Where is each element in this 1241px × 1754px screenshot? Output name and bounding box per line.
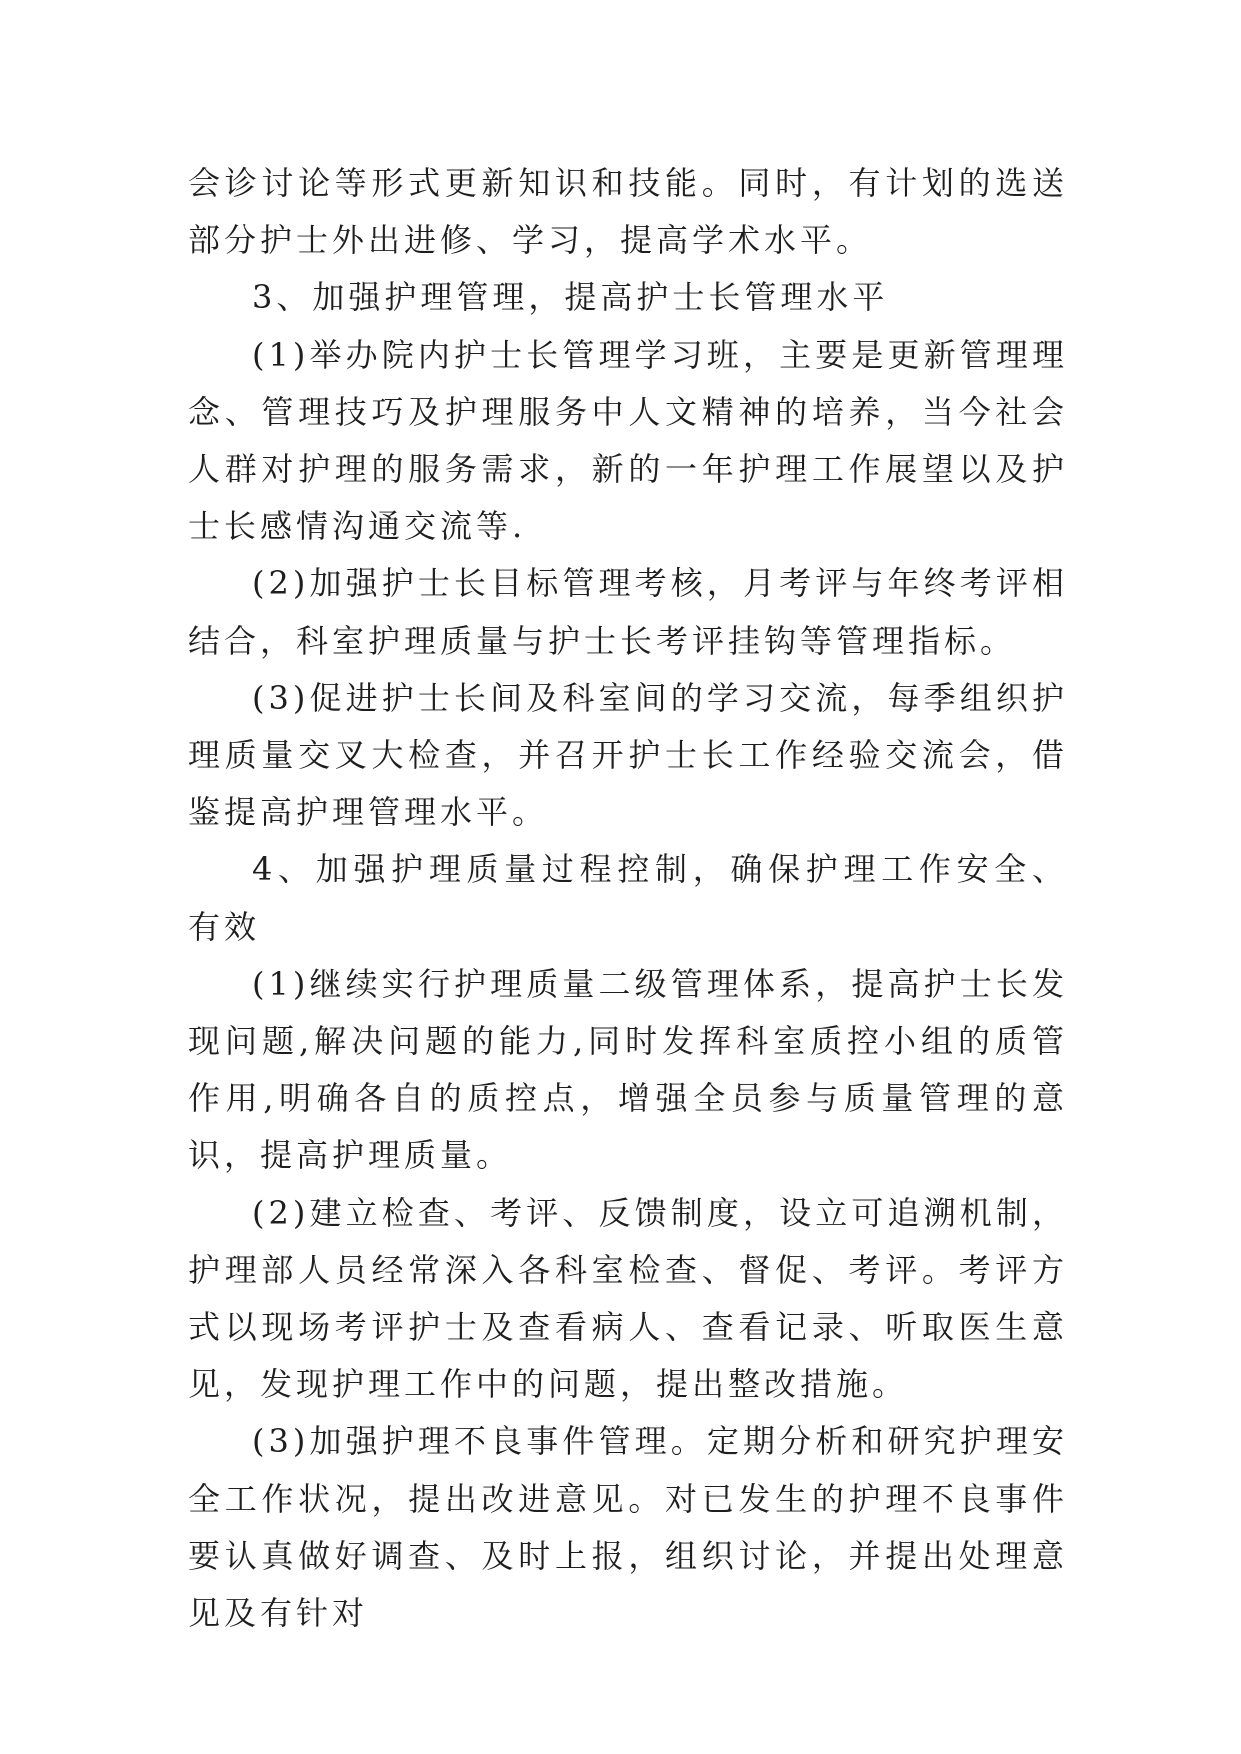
document-body [188,155,1068,1642]
paragraph-3-2: (2)加强护士长目标管理考核，月考评与年终考评相结合，科室护理质量与护士长考评挂钩等管理指标。 [188,564,1068,660]
paragraph-3-3: (3)促进护士长间及科室间的学习交流，每季组织护理质量交叉大检查，并召开护士长工作经验交流会，借鉴提高护理管理水平。 [188,678,1068,832]
paragraph-4-3: (3)加强护理不良事件管理。定期分析和研究护理安全工作状况，提出改进意见。对已发生的护理不良事件要认真做好调查、及时上报，组织讨论，并提出处理意见及有针对 [188,1422,1068,1633]
paragraph-4-1: (1)继续实行护理质量二级管理体系，提高护士长发现问题,解决问题的能力,同时发挥科室质控小组的质管作用,明确各自的质控点，增强全员参与质量管理的意识，提高护理质量。 [188,964,1068,1175]
paragraph-4-2: (2)建立检查、考评、反馈制度，设立可追溯机制，护理部人员经常深入各科室检查、督促、考评。考评方式以现场考评护士及查看病人、查看记录、听取医生意见，发现护理工作中的问题，提出整改措施。 [188,1193,1068,1404]
section-heading-4: 4、加强护理质量过程控制，确保护理工作安全、有效 [188,850,1068,946]
section-heading-3: 3、加强护理管理，提高护士长管理水平 [252,278,889,317]
paragraph-continuation: 会诊讨论等形式更新知识和技能。同时，有计划的选送部分护士外出进修、学习，提高学术水平。 [188,164,1068,260]
paragraph-3-1: (1)举办院内护士长管理学习班，主要是更新管理理念、管理技巧及护理服务中人文精神的培养，当今社会人群对护理的服务需求，新的一年护理工作展望以及护士长感情沟通交流等. [188,335,1068,546]
